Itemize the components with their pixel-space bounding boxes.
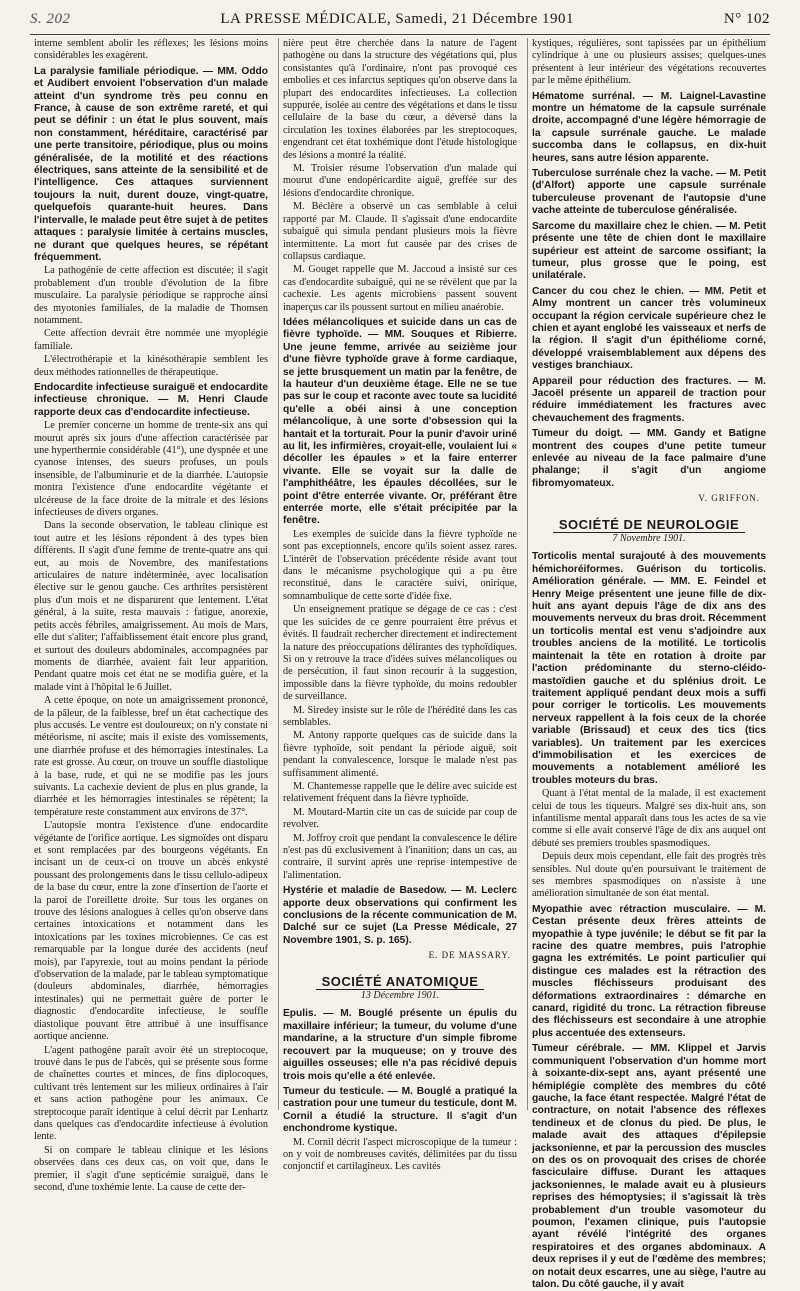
section-heading-neurologie [532, 516, 766, 532]
page-number: S. 202 [30, 10, 71, 27]
article-endocardite: Endocardite infectieuse suraiguë et endocardite infectieuse chronique. — M. Henri Claude rapporte deux cas d'endocardite infectieuse. [34, 381, 268, 418]
paragraph: A cette époque, on note un amaigrissement prononcé, de la pâleur, de la faiblesse, bref un état cachectique des plus accusés. Le ventre est douloureux; on n'y constate ni météorisme, ni ascite; mais il existe des vomissements, une diarrhée profuse et des hémorragies intestinales. La rate est grosse. Au cœur, on trouve un souffle diastolique à la base, rude, et qui ne se modifie pas les jours suivants. La cachexie devient de plus en plus grande, la diarrhée et les hémorragies intestinales se répètent; la température reste constamment aux environs de 37°. [34, 695, 268, 818]
paragraph: M. Moutard-Martin cite un cas de suicide par coup de revolver. [283, 806, 517, 831]
paragraph: La pathogénie de cette affection est discutée; il s'agit probablement d'un trouble d'évolution de la fibre musculaire. La paralysie périodique se rapproche ainsi des myotonies familiales, de la maladie de Thomsen notamment. [34, 265, 268, 326]
paragraph: interne semblent abolir les réflexes; les lésions moins considérables les exagèrent. [34, 38, 268, 62]
section-title-text: SOCIÉTÉ ANATOMIQUE [316, 974, 485, 990]
column-left [30, 38, 272, 1193]
signature: E. DE MASSARY. [428, 950, 511, 961]
paragraph: Le premier concerne un homme de trente-six ans qui mourut après six jours d'une affection caractérisée par une hyperthermie considérable (41°), une dyspnée et une cyanose intenses, des sueurs profuses, un pouls insensible, de l'albuminurie et de la diarrhée. L'autopsie montra l'existence d'une endocardite végétante et ulcéreuse de la face droite de la mitrale et des lésions infectieuses de divers organes. [34, 420, 268, 519]
issue-number: N° 102 [723, 10, 770, 27]
section-date: 13 Décembre 1901. [360, 990, 440, 1002]
article-hematome-surrenal: Hématome surrénal. — M. Laignel-Lavastine montre un hématome de la capsule surrénale droite, accompagné d'une légère hémorragie de la capsule surrénale gauche. Le malade succomba dans le collapsus, en dix-huit heures, sans autre lésion apparente. [532, 90, 766, 164]
paragraph: kystiques, régulières, sont tapissées par un épithélium cylindrique à une ou plusieurs assises; quelques-unes présentent à leur intérieur des végétations recouvertes par le même épithélium. [532, 38, 766, 87]
paragraph: Quant à l'état mental de la malade, il est exactement celui de tous les tiqueurs. Malgré ses dix-huit ans, son infantilisme mental apparaît dans tous les actes de sa vie comme si elle avait conservé l'âge de dix ans auquel ont débuté ses premiers troubles spasmodiques. [532, 788, 766, 849]
article-hysterie-basedow: Hystérie et maladie de Basedow. — M. Leclerc apporte deux observations qui confirment les conclusions de la récente communication de M. Dalché sur ce sujet (La Presse Médicale, 27 Novembre 1901, S. p. 165). [283, 885, 517, 946]
paragraph: M. Cornil décrit l'aspect microscopique de la tumeur : on y voit de nombreuses cavités, délimitées par du tissu conjonctif et cartilagineux. Les cavités [283, 1136, 517, 1173]
paragraph: Dans la seconde observation, le tableau clinique est tout autre et les lésions répondent à des types bien différents. Il s'agit d'une femme de trente-quatre ans qui eut, au mois de Novembre, des manifestations articulaires de nature indéterminée, avec localisation élective sur le genou gauche. Ces arthrites persistèrent plus d'un mois et ne disparurent que lentement. L'état général, à la suite, resta mauvais : fatigue, anorexie, petits accès fébriles, amaigrissement. Au mois de Mars, elle dut s'aliter; l'affaiblissement était encore plus grand, et surtout des douleurs abdominales, accompagnées par moments de diarrhée, avaient fait leur apparition. Pendant quatre mois cet état ne se modifia guère, et la malade vint à l'hôpital le 6 Juillet. [34, 520, 268, 693]
section-heading-anatomique [283, 973, 517, 989]
paragraph: L'autopsie montra l'existence d'une endocardite végétante de l'orifice aortique. Les sigmoïdes ont disparu et sont remplacées par des bourgeons végétants. En incisant un de ceux-ci on trouve un abcès enkysté poussant des prolongements dans le tissu cellulo-adipeux de la base du cœur, entre la zone d'insertion de l'aorte et la paroi de l'oreillette droite. Sur tous les organes on trouve des lésions analogues à celles qu'on observe dans certaines intoxications et notamment dans les intoxications par les toxines microbiennes. Ce cas est remarquable par la longue durée des accidents (neuf mois), par l'apyrexie, tout au moins pendant la période d'observation de la malade, par le tableau symptomatique (douleurs abdominales, diarrhée, hémorragies intestinales) qui ne permettait guère de porter le diagnostic d'endocardite infectieuse, le souffle diastolique pouvant être attribué à une insuffisance aortique ancienne. [34, 820, 268, 1043]
article-tumeur-cerebrale: Tumeur cérébrale. — MM. Klippel et Jarvis communiquent l'observation d'un homme mort à soixante-dix-sept ans, ayant présenté une hémiplégie complète des membres du côté gauche, la face étant respectée. Malgré l'état de contracture, on notait l'absence des réflexes tendineux et de clonus du pied. De plus, le malade avait des attaques d'épilepsie jacksonienne, et par la percussion des muscles on des os on provoquait des crises de chorée fasciculaire diffuse. Durant les attaques jacksoniennes, le malade avait eu à plusieurs reprises des hémoptysies; il s'agissait là très probablement d'un trouble vasomoteur du poumon, l'examen clinique, puis l'autopsie ayant révélé l'intégrité des organes respiratoires et des organes abdominaux. A deux reprises il y eut de l'œdème des membres; on notait deux escarres, une au siège, l'autre au talon. Du côté gauche, il y avait [532, 1043, 766, 1290]
article-epulis: Epulis. — M. Bouglé présente un épulis du maxillaire inférieur; la tumeur, du volume d'une mandarine, a la structure d'un simple fibrome recouvert par la muqueuse; on y trouve des aiguilles osseuses; elle n'a pas récidivé depuis trois mois qu'elle a été enlevée. [283, 1008, 517, 1082]
article-idees-melancoliques: Idées mélancoliques et suicide dans un cas de fièvre typhoïde. — MM. Souques et Ribierre. Une jeune femme, arrivée au seizième jour d'une fièvre typhoïde grave à forme cardiaque, se jette brusquement un matin par la fenêtre, de la hauteur d'un deuxième étage. Elle ne se tue pas sur le coup et raconte avec toute sa lucidité qu'elle a obéi ainsi à une conception mélancolique, à une sorte d'obsession qui la hantait et la torturait. Pour la punir d'avoir uriné au lit, les infirmières, croyait-elle, voulaient lui « décoller les épaules » et la faire enterrer vivante. Elle se voyait sur la dalle de l'amphithéâtre, les épaules décollées, sur le point d'être enterrée vivante. Or, préférant être enterrée morte, elle s'était précipitée par la fenêtre. [283, 316, 517, 527]
paragraph: M. Antony rapporte quelques cas de suicide dans la fièvre typhoïde, soit pendant la période aiguë, soit pendant la convalescence, lorsque le malade n'est pas suffisamment alimenté. [283, 730, 517, 779]
signature: V. GRIFFON. [698, 493, 760, 504]
column-right [527, 38, 770, 1290]
paragraph: Cette affection devrait être nommée une myoplégie familiale. [34, 328, 268, 352]
paragraph: Les exemples de suicide dans la fièvre typhoïde ne sont pas exceptionnels, encore qu'ils soient assez rares. L'intérêt de l'observation précédente réside avant tout dans le mécanisme psychologique qui a pu être reconstitué, dans le caractère suivi, onirique, somnambulique de cette sorte d'idée fixe. [283, 528, 517, 602]
article-cancer-cou: Cancer du cou chez le chien. — MM. Petit et Almy montrent un cancer très volumineux occupant la région cervicale supérieure chez le chien et ayant englobé les vaisseaux et nerfs de la région. Il s'agit d'un épithéliome corné, développé vraisemblablement aux dépens des vestiges branchiaux. [532, 285, 766, 372]
column-middle [278, 38, 521, 1173]
article-tumeur-doigt: Tumeur du doigt. — MM. Gandy et Batigne montrent des coupes d'une petite tumeur enlevée au niveau de la face palmaire d'une phalange; il s'agit d'un angiome fibromyomateux. [532, 428, 766, 489]
article-sarcome-maxillaire: Sarcome du maxillaire chez le chien. — M. Petit présente une tête de chien dont le maxillaire supérieur est atteint de sarcome ossifiant; la tumeur, plus grosse que le poing, est unilatérale. [532, 220, 766, 282]
paragraph: M. Siredey insiste sur le rôle de l'hérédité dans les cas semblables. [283, 704, 517, 728]
article-torticolis: Torticolis mental surajouté à des mouvements hémichoréiformes. Guérison du torticolis. Amélioration générale. — MM. E. Feindel et Henry Meige présentent une jeune fille de dix-huit ans ayant depuis l'âge de dix ans des mouvements nerveux du bras droit. Récemment un torticolis mental est venu s'adjoindre aux troubles anciens de la motilité. Le torticolis maintenait la tête en rotation à droite par l'action prédominante du sterno-cléido-mastoïdien gauche et du splénius droit. Le traitement appliqué pendant deux mois a suffi pour corriger le torticolis. Les mouvements nerveux rappellent à la fois ceux de la chorée variable (Brissaud) et ceux des tics (tics variables). Un traitement par les exercices d'immobilisation et les exercices de mouvements a notablement amélioré les troubles moteurs du bras. [532, 551, 766, 786]
article-appareil-fractures: Appareil pour réduction des fractures. — M. Jacoël présente un appareil de traction pour réduire immédiatement les fractures avec chevauchement des fragments. [532, 375, 766, 424]
paragraph: M. Joffroy croit que pendant la convalescence le délire n'est pas dû exclusivement à l'inanition; dans un cas, au contraire, il survint après une reprise intempestive de l'alimentation. [283, 832, 517, 881]
paragraph: Depuis deux mois cependant, elle fait des progrès très sensibles. Nul doute qu'en poursuivant le traitement de ses membres spasmodiques on n'assiste à une amélioration simultanée de son état mental. [532, 851, 766, 900]
paragraph: M. Troisier résume l'observation d'un malade qui mourut d'une endopéricardite aiguë, greffée sur des lésions d'endocardite chronique. [283, 163, 517, 199]
article-tumeur-testicule: Tumeur du testicule. — M. Bouglé a pratiqué la castration pour une tumeur du testicule, dont M. Cornil a étudié la structure. Il s'agit d'un enchondrome kystique. [283, 1085, 517, 1135]
journal-title: LA PRESSE MÉDICALE, Samedi, 21 Décembre 1901 [220, 10, 575, 27]
paragraph: Si on compare le tableau clinique et les lésions observées dans ces deux cas, on voit que, dans le premier, il s'agit d'une septicémie suraiguë, dans le second, d'une toxhémie lente. La cause de cette der- [34, 1144, 268, 1193]
paragraph: M. Gouget rappelle que M. Jaccoud a insisté sur ces cas d'endocardite subaiguë, qui ne se révèlent que par la cachexie. Les agents microbiens passent souvent inaperçus car ils poussent surtout en milieu anaérobie. [283, 264, 517, 313]
article-paralysie-periodique: La paralysie familiale périodique. — MM. Oddo et Audibert envoient l'observation d'un malade atteint d'un syndrome très peu connu en France, à cause de son extrême rareté, et qui peut se définir : un état le plus souvent, mais non constamment, héréditaire, caractérisé par une perte transitoire, périodique, plus ou moins généralisée, de la motilité et des réactions électriques, sans atteinte de la sensibilité et de l'intelligence. Ces attaques surviennent toujours la nuit, durent douze, vingt-quatre, quelquefois quarante-huit heures. Dans l'intervalle, le malade peut être sujet à de petites attaques : paralysie limitée à certains muscles, ne durant que quelques heures, se répétant fréquemment. [34, 65, 268, 263]
page-header [30, 4, 770, 35]
article-tuberculose-surrenale: Tuberculose surrénale chez la vache. — M. Petit (d'Alfort) apporte une capsule surrénale tuberculeuse provenant de l'autopsie d'une vache atteinte de tuberculose généralisée. [532, 168, 766, 217]
section-title-text: SOCIÉTÉ DE NEUROLOGIE [553, 517, 745, 533]
paragraph: nière peut être cherchée dans la nature de l'agent pathogène ou dans la structure des végétations qui, plus consistantes qu'à l'ordinaire, n'ont pas provoqué ces embolies et ces infarctus septiques qu'on observe dans la plupart des endocardites infectieuses. La collection suppurée, isolée au centre des végétations et dans le tissu cellulaire de la base du cœur, a déversé dans la circulation les toxines élaborées par les streptocoques, engendrant cet état toxhémique dont l'étude histologique des lésions a montré la réalité. [283, 38, 517, 161]
paragraph: L'électrothérapie et la kinésothérapie semblent les deux méthodes rationnelles de thérapeutique. [34, 354, 268, 378]
text-columns [30, 38, 770, 1290]
article-myopathie: Myopathie avec rétraction musculaire. — M. Cestan présente deux frères atteints de myopathie à type juvénile; le début se fit par la racine des quatre membres, puis l'atrophie gagna les extrémités. Le point particulier qui distingue ces malades est la rétraction des muscles fléchisseurs produisant des déformations extraordinaires : démarche en canard, rigidité du tronc. La rétraction fibreuse des fléchisseurs est secondaire à une atrophie plus accentuée des extenseurs. [532, 903, 766, 1039]
section-date: 7 Novembre 1901. [612, 533, 686, 545]
paragraph: Un enseignement pratique se dégage de ce cas : c'est que les suicides de ce genre pourraient être prévus et évités. Il faudrait rechercher directement et indirectement la nature des préoccupations délirantes des typhoïdiques. Si on y retrouve la trace d'idées suives mélancoliques ou de persécution, il faut sinon recourir à la suggestion, impossible dans la fièvre typhoïde, du moins redoubler de surveillance. [283, 604, 517, 703]
paragraph: M. Chantemesse rappelle que le délire avec suicide est relativement fréquent dans la fièvre typhoïde. [283, 780, 517, 805]
paragraph: L'agent pathogène paraît avoir été un streptocoque, trouvé dans le pus de l'abcès, qui se présente sous forme de chaînettes courtes et minces, de fins diplocoques, cultivant très lentement sur les milieux ordinaires à l'air et sans action pathogène pour les animaux. Ce streptocoque paraît identique à celui décrit par Lenhartz dans quelques cas d'endocardite infectieuse à évolution lente. [34, 1044, 268, 1143]
paragraph: M. Béclère a observé un cas semblable à celui rapporté par M. Claude. Il s'agissait d'une endocardite subaiguë qui simula pendant plusieurs mois la fièvre intermittente. La mort fut causée par des crises de collapsus cardiaque. [283, 201, 517, 262]
